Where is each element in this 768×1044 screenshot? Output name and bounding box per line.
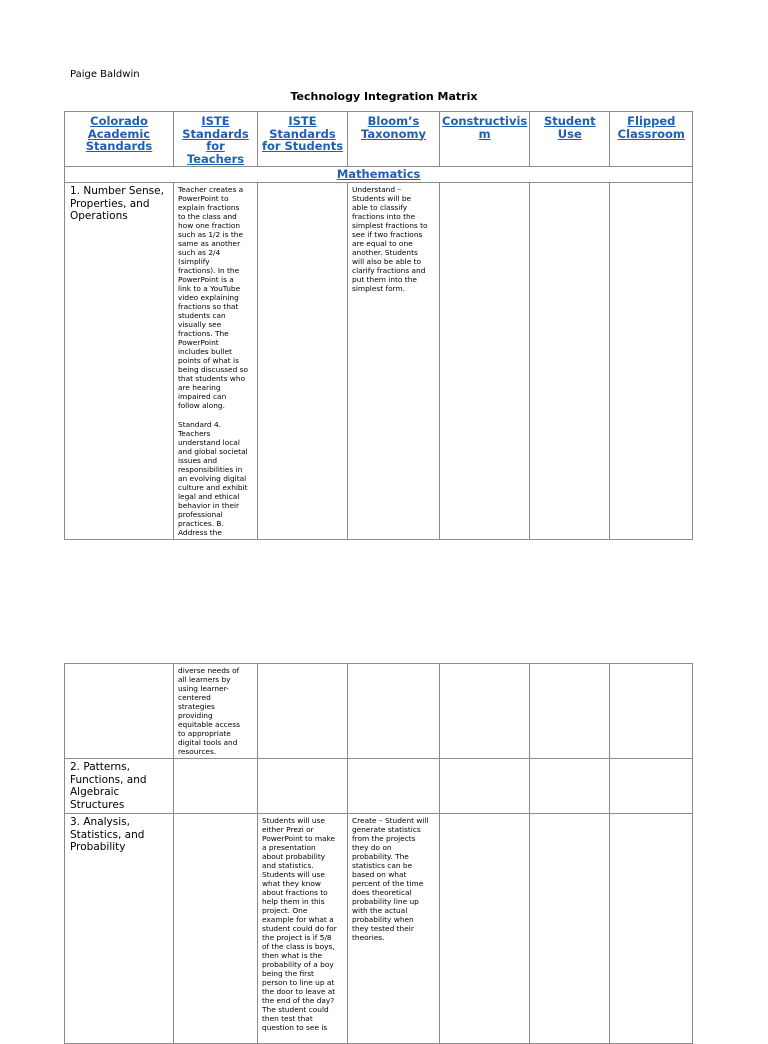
flipped-classroom-cell <box>610 814 693 1044</box>
standard-cell: 2. Patterns, Functions, and Algebraic Structures <box>65 759 174 814</box>
header-iste-teachers[interactable]: ISTE Standards for Teachers <box>174 112 258 167</box>
table-row <box>65 183 693 540</box>
table-row <box>65 814 693 1044</box>
blooms-cell <box>348 664 440 759</box>
table-row <box>65 664 693 759</box>
matrix-table-page-2 <box>64 663 693 1044</box>
header-colorado-standards[interactable]: Colorado Academic Standards <box>65 112 174 167</box>
student-use-cell <box>530 814 610 1044</box>
subject-mathematics-link[interactable]: Mathematics <box>65 167 693 183</box>
iste-teachers-text: Teacher creates a PowerPoint to explain fractions to the class and how one fraction such as 1/2 is the same as another such as 2/4 (simplify fractions). In the PowerPoint is a link to a YouTube video explaining fractions so that students can visually see fractions. The PowerPoint includes bullet points of what is being discussed so that students who are hearing impaired can follow along. <box>178 185 249 410</box>
table-row <box>65 759 693 814</box>
constructivism-cell <box>440 814 530 1044</box>
header-student-use[interactable]: Student Use <box>530 112 610 167</box>
iste-teachers-cell: diverse needs of all learners by using learner- centered strategies providing equitable access to appropriate digital tools and resources. <box>174 664 258 759</box>
iste-students-cell <box>258 664 348 759</box>
constructivism-cell <box>440 664 530 759</box>
flipped-classroom-cell <box>610 183 693 540</box>
iste-students-cell <box>258 759 348 814</box>
student-use-cell <box>530 664 610 759</box>
blooms-cell <box>348 759 440 814</box>
flipped-classroom-cell <box>610 759 693 814</box>
flipped-classroom-cell <box>610 664 693 759</box>
header-constructivism[interactable]: Constructivis m <box>440 112 530 167</box>
header-blooms-taxonomy[interactable]: Bloom’s Taxonomy <box>348 112 440 167</box>
iste-teachers-standard-text: Standard 4. Teachers understand local and global societal issues and responsibilities in an evolving digital culture and exhibit legal and ethical behavior in their professional practices. B. Address the <box>178 420 248 537</box>
standard-cell: 3. Analysis, Statistics, and Probability <box>65 814 174 1044</box>
iste-teachers-cell <box>174 759 258 814</box>
constructivism-cell <box>440 183 530 540</box>
standard-cell <box>65 664 174 759</box>
iste-students-cell <box>258 183 348 540</box>
student-use-cell <box>530 183 610 540</box>
header-flipped-classroom[interactable]: Flipped Classroom <box>610 112 693 167</box>
header-iste-students[interactable]: ISTE Standards for Students <box>258 112 348 167</box>
iste-teachers-cell <box>174 183 258 540</box>
matrix-table-page-1 <box>64 111 693 540</box>
iste-teachers-cell <box>174 814 258 1044</box>
header-row <box>65 112 693 167</box>
author-name: Paige Baldwin <box>70 69 140 80</box>
blooms-cell: Understand – Students will be able to classify fractions into the simplest fractions to see if two fractions are equal to one another. Students will also be able to clarify fractions and put them into the simplest form. <box>348 183 440 540</box>
blooms-cell: Create – Student will generate statistics from the projects they do on probability. The statistics can be based on what percent of the time does theoretical probability line up with the actual probability when they tested their theories. <box>348 814 440 1044</box>
constructivism-cell <box>440 759 530 814</box>
subject-row <box>65 167 693 183</box>
document-title: Technology Integration Matrix <box>290 90 478 103</box>
standard-cell: 1. Number Sense, Properties, and Operations <box>65 183 174 540</box>
student-use-cell <box>530 759 610 814</box>
iste-students-cell: Students will use either Prezi or PowerPoint to make a presentation about probability and statistics. Students will use what they know about fractions to help them in this project. One example for what a student could do for the project is if 5/8 of the class is boys, then what is the probability of a boy being the first person to line up at the door to leave at the end of the day? The student could then test that question to see is <box>258 814 348 1044</box>
